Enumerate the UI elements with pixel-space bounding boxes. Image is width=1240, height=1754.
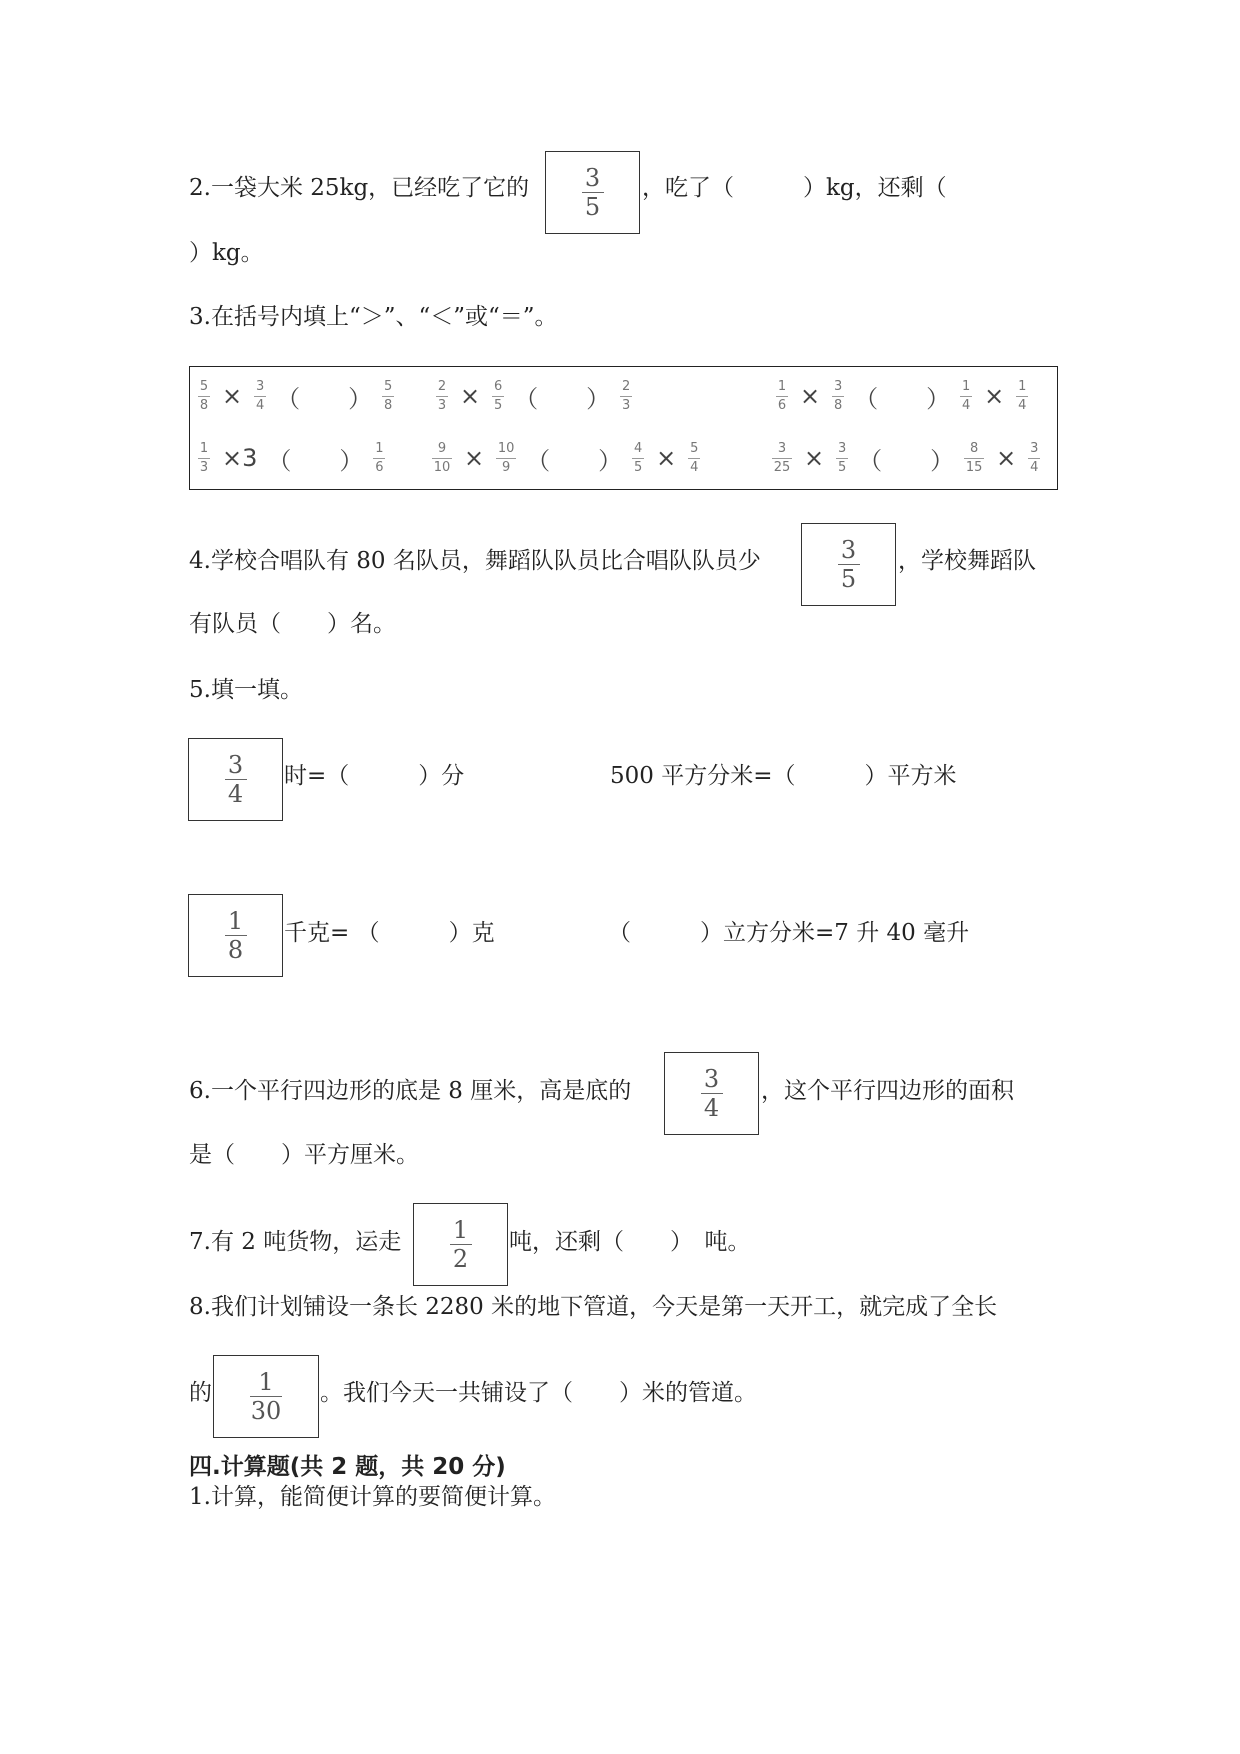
cmp-r2c2: 9 10 × 10 9 （ ） 4 5 × 5 4 (433, 440, 699, 475)
q6-text-3: 是（ ）平方厘米。 (189, 1142, 419, 1168)
q8-fraction-box (213, 1355, 319, 1438)
q4-fraction-box (801, 523, 896, 606)
q2-text-1: 2.一袋大米 25kg，已经吃了它的 (189, 175, 530, 201)
cmp-r2c1: 1 3 ×3 （ ） 1 6 (199, 440, 384, 475)
q4-text-2: ，学校舞蹈队 (898, 548, 1036, 574)
q4-text-3: 有队员（ ）名。 (189, 611, 396, 637)
comparison-table (189, 366, 1058, 490)
q8-text-1: 8.我们计划铺设一条长 2280 米的地下管道，今天是第一天开工，就完成了全长 (189, 1294, 998, 1320)
q3-text (189, 302, 558, 332)
q6-text-1: 6.一个平行四边形的底是 8 厘米，高是底的 (189, 1078, 632, 1104)
q4-fraction: $\frac{3}{5}$ (838, 538, 860, 591)
cmp-r1c3: 1 6 × 3 8 （ ） 1 4 × 1 4 (777, 378, 1027, 413)
q8-text-3: 。我们今天一共铺设了（ ）米的管道。 (320, 1380, 757, 1406)
q6-line1-cont (761, 1076, 1014, 1106)
q6-fraction-box (664, 1052, 759, 1135)
q2-text-2: ，吃了（ ）kg，还剩（ (642, 175, 947, 201)
q7-fraction: $\frac{1}{2}$ (450, 1218, 472, 1271)
q8-line2 (189, 1378, 212, 1408)
q8-fraction: $\frac{1}{30}$ (250, 1368, 282, 1425)
q2-fraction (582, 166, 604, 219)
q8-line2-cont (320, 1378, 757, 1408)
q7-line-cont (509, 1227, 751, 1257)
q4-line2 (189, 609, 396, 639)
q2-line2 (189, 238, 264, 268)
cmp-blank[interactable]: （ ） (267, 446, 364, 475)
q6-line1 (189, 1076, 631, 1106)
q5d-text: （ ）立方分米=7 升 40 毫升 (608, 920, 970, 946)
cmp-r2c3: 3 25 × 3 5 （ ） 8 15 × 3 4 (773, 440, 1039, 475)
q4-line1 (189, 546, 761, 576)
cmp-blank[interactable]: （ ） (854, 384, 951, 413)
q5-prompt: 5.填一填。 (189, 677, 303, 703)
q8-text-2: 的 (189, 1380, 212, 1406)
section4-q1: 1.计算，能简便计算的要简便计算。 (189, 1484, 556, 1510)
q5b-text: 500 平方分米=（ ）平方米 (610, 763, 957, 789)
q5a-text: 时=（ ）分 (284, 763, 465, 789)
cmp-blank[interactable]: （ ） (514, 384, 611, 413)
q4-text-1: 4.学校合唱队有 80 名队员，舞蹈队队员比合唱队队员少 (189, 548, 761, 574)
q5c-fraction-box (188, 894, 283, 977)
cmp-blank[interactable]: （ ） (526, 446, 623, 475)
q5c-fraction: $\frac{1}{8}$ (225, 909, 247, 962)
q7-fraction-box (413, 1203, 508, 1286)
q5-text (189, 675, 303, 705)
q6-line2 (189, 1140, 419, 1170)
q4-line1-cont (898, 546, 1036, 576)
q8-line1 (189, 1292, 997, 1322)
q7-text-2: 吨，还剩（ ） 吨。 (509, 1229, 751, 1255)
q6-fraction: $\frac{3}{4}$ (701, 1067, 723, 1120)
q7-line (189, 1227, 401, 1257)
q2-fraction-box (545, 151, 640, 234)
q2-line1 (189, 173, 529, 203)
q5a-fraction-box (188, 738, 283, 821)
q3-prompt: 3.在括号内填上“＞”、“＜”或“＝”。 (189, 304, 558, 330)
q2-text-3: ）kg。 (189, 240, 264, 266)
q5a-fraction: $\frac{3}{4}$ (225, 753, 247, 806)
q5c-text: 千克= （ ）克 (284, 920, 495, 946)
cmp-blank[interactable]: （ ） (858, 446, 955, 475)
section-heading: 四.计算题(共 2 题，共 20 分) (189, 1454, 506, 1480)
q6-text-2: ，这个平行四边形的面积 (761, 1078, 1014, 1104)
cmp-blank[interactable]: （ ） (276, 384, 373, 413)
cmp-r1c1: 5 8 × 3 4 （ ） 5 8 (199, 378, 393, 413)
q2-line1-cont (642, 173, 947, 203)
q2-denominator: 5 (584, 193, 601, 221)
q7-text-1: 7.有 2 吨货物，运走 (189, 1229, 402, 1255)
q2-numerator: 3 (584, 164, 601, 192)
cmp-r1c2: 2 3 × 6 5 （ ） 2 3 (437, 378, 631, 413)
